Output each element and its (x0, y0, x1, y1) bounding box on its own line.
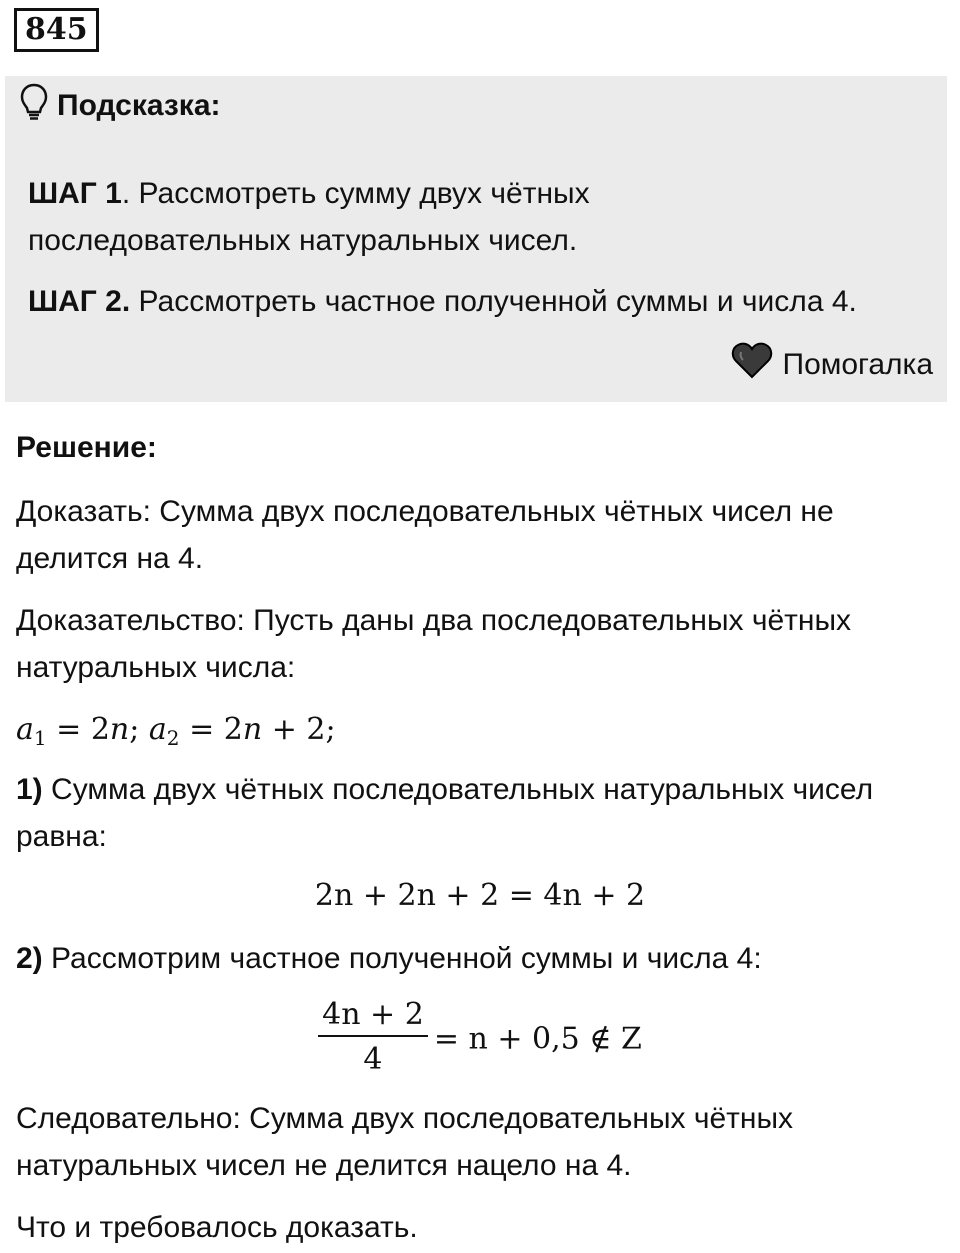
point1-text: Сумма двух чётных последовательных натуральных чисел (42, 773, 874, 806)
prove-line1: Доказать: Сумма двух последовательных чётных чисел не (16, 495, 834, 528)
step1-text: . Рассмотреть сумму двух чётных (121, 177, 590, 210)
heart-icon (731, 342, 783, 388)
point2-label: 2) (16, 942, 43, 975)
step1-label: ШАГ 1 (28, 177, 122, 210)
step2-text: Рассмотреть частное полученной суммы и числа 4. (130, 285, 857, 318)
conclusion (16, 1095, 952, 1189)
fraction-numerator: 4n + 2 (322, 997, 424, 1032)
point-2 (16, 935, 952, 982)
hint-box (5, 76, 947, 402)
equation-sum: 2n + 2n + 2 = 4n + 2 (314, 878, 646, 913)
helper-link[interactable] (731, 342, 934, 388)
point-1 (16, 766, 952, 860)
prove-statement (16, 488, 952, 582)
hint-title: Подсказка: (57, 89, 221, 122)
fraction-denominator: 4 (363, 1042, 383, 1077)
proof-line2: натуральных числа: (16, 651, 296, 684)
proof-intro (16, 597, 952, 691)
hint-step-2 (28, 278, 857, 325)
helper-label: Помогалка (782, 348, 933, 381)
proof-line1: Доказательство: Пусть даны два последовательных чётных (16, 604, 852, 637)
lightbulb-icon (19, 82, 57, 130)
qed: Что и требовалось доказать. (16, 1211, 418, 1244)
conclusion-line1: Следовательно: Сумма двух последовательных чётных (16, 1102, 794, 1135)
point1-label: 1) (16, 773, 43, 806)
hint-title-row (19, 86, 221, 126)
conclusion-line2: натуральных чисел не делится нацело на 4. (16, 1149, 632, 1182)
quotient-rhs: = n + 0,5 ∉ Z (433, 1021, 642, 1057)
problem-number: 845 (14, 8, 99, 52)
fraction (318, 995, 428, 1083)
prove-line2: делится на 4. (16, 542, 204, 575)
definitions-formula: $a_1 = 2n$; $a_2 = 2n + 2$; (16, 712, 336, 750)
step2-label: ШАГ 2. (28, 285, 131, 318)
equation-quotient (0, 995, 960, 1083)
point2-text: Рассмотрим частное полученной суммы и числа 4: (42, 942, 762, 975)
solution-title: Решение: (16, 431, 157, 464)
hint-step-1 (28, 170, 590, 264)
step1-text-line2: последовательных натуральных чисел. (28, 224, 578, 257)
point1-text-line2: равна: (16, 820, 107, 853)
